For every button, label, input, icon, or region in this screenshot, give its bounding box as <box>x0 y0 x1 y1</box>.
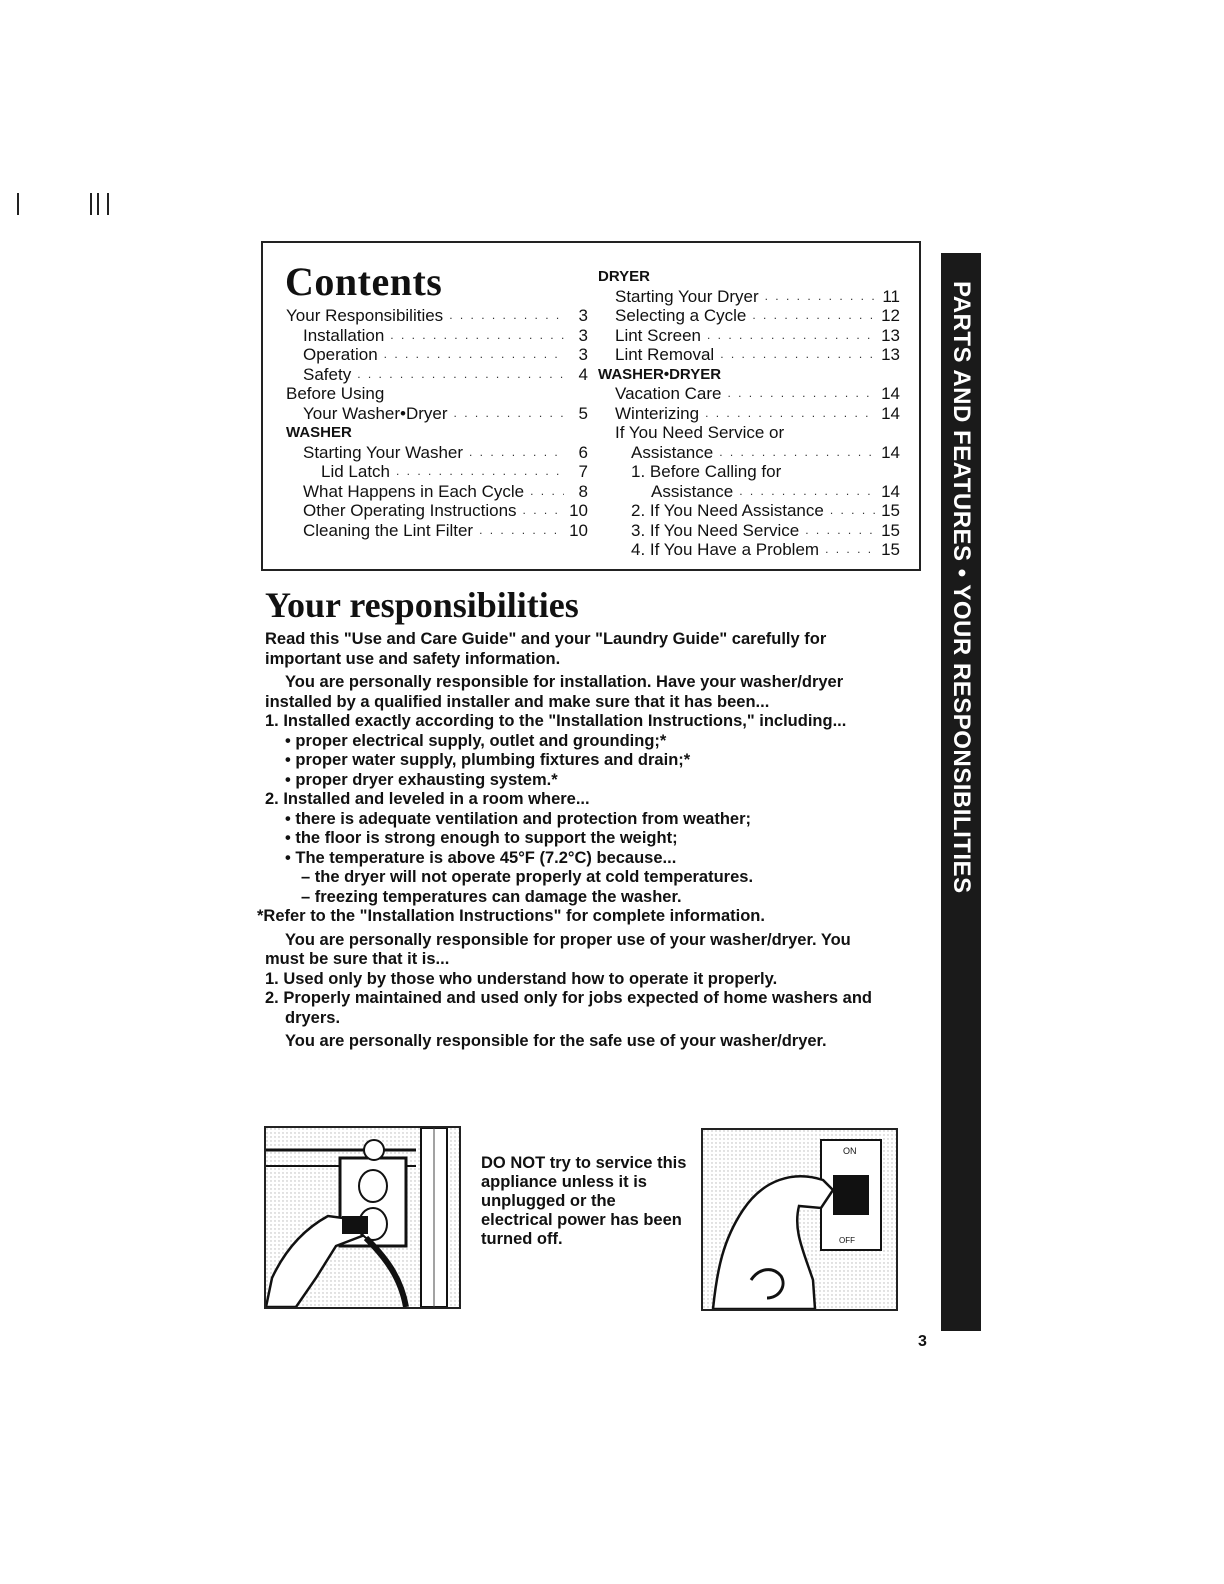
side-tab-label: PARTS AND FEATURES • YOUR RESPONSIBILITIES <box>948 281 975 894</box>
toc-leader-dots <box>720 345 875 365</box>
toc-leader-dots <box>765 287 876 307</box>
toc-entry-page: 3 <box>578 306 588 325</box>
toc-entry-label: Installation <box>303 325 385 345</box>
toc-left-column <box>286 306 588 540</box>
toc-entry-label: Assistance <box>651 481 734 501</box>
toc-leader-dots <box>469 443 564 463</box>
toc-entry-page: 3 <box>578 325 588 345</box>
use-item-2: 2. Properly maintained and used only for jobs expected of home washers and dryers. <box>265 989 872 1027</box>
toc-entry-label: WASHER <box>286 424 352 441</box>
safe-use-rest: of your washer/dryer. <box>659 1032 827 1050</box>
toc-leader-dots <box>384 345 564 365</box>
service-warning <box>481 1154 691 1249</box>
toc-leader-dots <box>705 404 875 424</box>
toc-entry-page: 14 <box>881 481 900 501</box>
toc-entry-page: 14 <box>881 442 900 462</box>
toc-leader-dots <box>396 462 564 482</box>
responsibilities-heading: Your responsibilities <box>265 585 579 625</box>
toc-entry <box>598 521 900 541</box>
toc-leader-dots <box>449 306 564 326</box>
toc-leader-dots <box>727 384 875 404</box>
toc-entry <box>286 462 588 482</box>
toc-entry <box>598 384 900 404</box>
safe-use-lead: You are personally responsible for the safe use <box>285 1032 656 1050</box>
toc-entry-page: 15 <box>881 540 900 559</box>
toc-entry-page: 5 <box>578 403 588 423</box>
toc-entry <box>598 306 900 326</box>
safe-use-paragraph <box>265 1032 885 1052</box>
toc-leader-dots <box>530 482 564 502</box>
toc-entry <box>286 326 588 346</box>
toc-leader-dots <box>830 501 875 521</box>
page-number: 3 <box>918 1333 927 1350</box>
toc-leader-dots <box>707 326 875 346</box>
proper-use-paragraph <box>265 931 885 970</box>
footnote: *Refer to the "Installation Instructions" for complete information. <box>257 907 765 925</box>
toc-entry <box>286 365 588 385</box>
toc-leader-dots <box>479 521 563 541</box>
toc-entry <box>286 521 588 541</box>
toc-entry-label: Selecting a Cycle <box>615 306 747 325</box>
toc-entry-label: Safety <box>303 364 352 384</box>
toc-entry-label: Before Using <box>286 384 385 403</box>
toc-entry-page: 10 <box>569 520 588 540</box>
toc-entry-page: 15 <box>881 520 900 540</box>
installation-lead: You are personally responsible for installation. <box>285 673 652 691</box>
toc-entry-label: 3. If You Need Service <box>631 520 800 540</box>
toc-entry <box>598 287 900 307</box>
responsibilities-body <box>257 630 885 1052</box>
toc-leader-dots <box>805 521 875 541</box>
toc-entry-label: Lid Latch <box>321 462 390 481</box>
toc-entry-label: Assistance <box>631 442 714 462</box>
toc-entry-page: 12 <box>881 306 900 325</box>
unplug-illustration <box>264 1126 461 1309</box>
toc-entry-page: 13 <box>881 345 900 364</box>
toc-leader-dots <box>454 404 564 424</box>
toc-entry <box>598 365 900 385</box>
toc-entry-page: 11 <box>882 286 900 306</box>
plug-outlet-drawing <box>266 1128 459 1307</box>
toc-entry <box>598 423 900 443</box>
power-off-illustration <box>701 1128 898 1311</box>
toc-entry <box>286 443 588 463</box>
toc-entry-label: DRYER <box>598 268 650 285</box>
toc-entry-page: 7 <box>578 462 588 481</box>
toc-entry-label: 2. If You Need Assistance <box>631 501 824 520</box>
toc-entry-page: 8 <box>578 481 588 501</box>
list-item: – the dryer will not operate properly at cold temperatures. <box>301 868 754 886</box>
scan-mark <box>17 193 19 215</box>
warning-text: try to service this appliance unless it is unplugged or the electrical power has been turned off. <box>481 1154 687 1248</box>
toc-entry <box>286 306 588 326</box>
toc-entry <box>598 443 900 463</box>
contents-title: Contents <box>285 259 443 304</box>
toc-entry-label: Starting Your Washer <box>303 442 464 462</box>
toc-entry-page: 14 <box>881 403 900 423</box>
toc-entry-page: 4 <box>578 364 588 384</box>
toc-entry <box>286 345 588 365</box>
use-item-1: 1. Used only by those who understand how to operate it properly. <box>265 969 778 988</box>
toc-entry <box>598 501 900 521</box>
toc-entry <box>286 501 588 521</box>
toc-entry <box>598 267 900 287</box>
warning-lead: DO NOT <box>481 1154 546 1172</box>
toc-entry-page: 14 <box>881 384 900 403</box>
switch-off-label: OFF <box>839 1236 855 1245</box>
toc-entry-label: If You Need Service or <box>615 423 785 442</box>
toc-entry-label: 4. If You Have a Problem <box>631 540 820 559</box>
toc-entry-page: 3 <box>578 345 588 364</box>
toc-leader-dots <box>739 482 875 502</box>
list-item: – freezing temperatures can damage the washer. <box>301 887 682 906</box>
toc-entry-label: Lint Screen <box>615 325 701 345</box>
toc-leader-dots <box>825 540 875 560</box>
toc-entry-label: Lint Removal <box>615 345 715 364</box>
toc-leader-dots <box>719 443 875 463</box>
toc-entry <box>286 423 588 443</box>
toc-entry-label: What Happens in Each Cycle <box>303 481 525 501</box>
install-item-2-bullets <box>265 810 885 869</box>
list-item: • the floor is strong enough to support the weight; <box>285 829 678 847</box>
toc-entry <box>598 540 900 560</box>
switch-on-label: ON <box>843 1146 857 1156</box>
installation-rest: Have your washer/dryer installed by a qualified installer and make sure that it has been... <box>265 673 844 711</box>
toc-entry <box>598 462 900 482</box>
toc-leader-dots <box>390 326 564 346</box>
toc-leader-dots <box>752 306 875 326</box>
toc-entry-label: Operation <box>303 345 378 364</box>
toc-entry <box>286 482 588 502</box>
toc-entry-label: 1. Before Calling for <box>631 462 782 481</box>
list-item: • proper dryer exhausting system.* <box>285 770 558 789</box>
toc-right-column <box>598 267 900 560</box>
toc-entry-page: 15 <box>881 501 900 520</box>
toc-entry-label: Vacation Care <box>615 384 722 403</box>
install-item-1-bullets <box>265 732 885 791</box>
toc-entry-label: Your Washer•Dryer <box>303 403 448 423</box>
list-item: • The temperature is above 45°F (7.2°C) because... <box>285 848 677 867</box>
intro-paragraph: Read this "Use and Care Guide" and your "Laundry Guide" carefully for important use and safety information. <box>265 630 827 668</box>
toc-entry <box>598 482 900 502</box>
toc-entry-label: Your Responsibilities <box>286 306 444 325</box>
toc-entry-page: 13 <box>881 325 900 345</box>
scan-mark <box>90 193 92 215</box>
toc-entry-label: WASHER•DRYER <box>598 365 722 383</box>
toc-entry-page: 6 <box>578 442 588 462</box>
toc-entry-label: Starting Your Dryer <box>615 286 759 306</box>
toc-entry-label: Winterizing <box>615 403 700 423</box>
power-switch-drawing <box>703 1130 896 1309</box>
toc-leader-dots <box>357 365 564 385</box>
proper-use-lead: You are personally responsible for proper use <box>285 930 646 949</box>
scan-mark <box>97 193 99 215</box>
install-item-2-dashes <box>265 868 885 907</box>
install-item-1: 1. Installed exactly according to the "Installation Instructions," including... <box>265 712 847 730</box>
toc-entry <box>598 404 900 424</box>
toc-entry <box>286 404 588 424</box>
toc-entry <box>598 345 900 365</box>
proper-use-rest: of your washer/dryer. You must be sure that it is... <box>265 930 851 968</box>
list-item: • there is adequate ventilation and protection from weather; <box>285 809 752 828</box>
toc-entry-label: Other Operating Instructions <box>303 501 517 520</box>
toc-entry <box>598 326 900 346</box>
list-item: • proper water supply, plumbing fixtures and drain;* <box>285 751 691 769</box>
list-item: • proper electrical supply, outlet and grounding;* <box>285 731 667 750</box>
install-item-2: 2. Installed and leveled in a room where... <box>265 790 590 808</box>
toc-entry-label: Cleaning the Lint Filter <box>303 520 474 540</box>
toc-leader-dots <box>523 501 564 521</box>
installation-paragraph <box>265 673 885 712</box>
toc-entry-page: 10 <box>569 501 588 520</box>
toc-entry <box>286 384 588 404</box>
scan-mark <box>107 193 109 215</box>
